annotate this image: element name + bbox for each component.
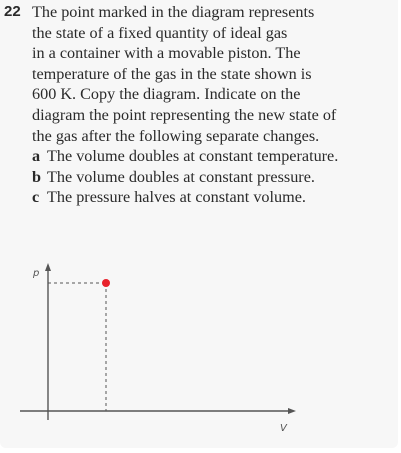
x-axis-arrow-icon [288,408,296,414]
question-line: in a container with a movable piston. The [32,44,301,63]
question-line: the state of a fixed quantity of ideal gas [32,23,288,42]
x-axis-label: V [280,423,287,434]
part-text: The volume doubles at constant temperature. [47,147,339,166]
question-number: 22 [4,3,21,20]
state-point [102,279,110,287]
y-axis-label: p [33,268,40,279]
part-label: b [32,167,42,186]
question-line: The point marked in the diagram represents [32,3,315,21]
y-axis-arrow-icon [45,263,51,271]
part-label: c [32,188,40,207]
part-label: a [32,147,41,166]
part-text: The volume doubles at constant pressure. [47,167,315,186]
question-line: diagram the point representing the new state of [32,105,337,124]
question-line: temperature of the gas in the state shown is [32,64,312,83]
question-line: 600 K. Copy the diagram. Indicate on the [32,85,301,104]
part-text: The pressure halves at constant volume. [47,188,306,207]
question-line: the gas after the following separate changes. [32,126,320,145]
